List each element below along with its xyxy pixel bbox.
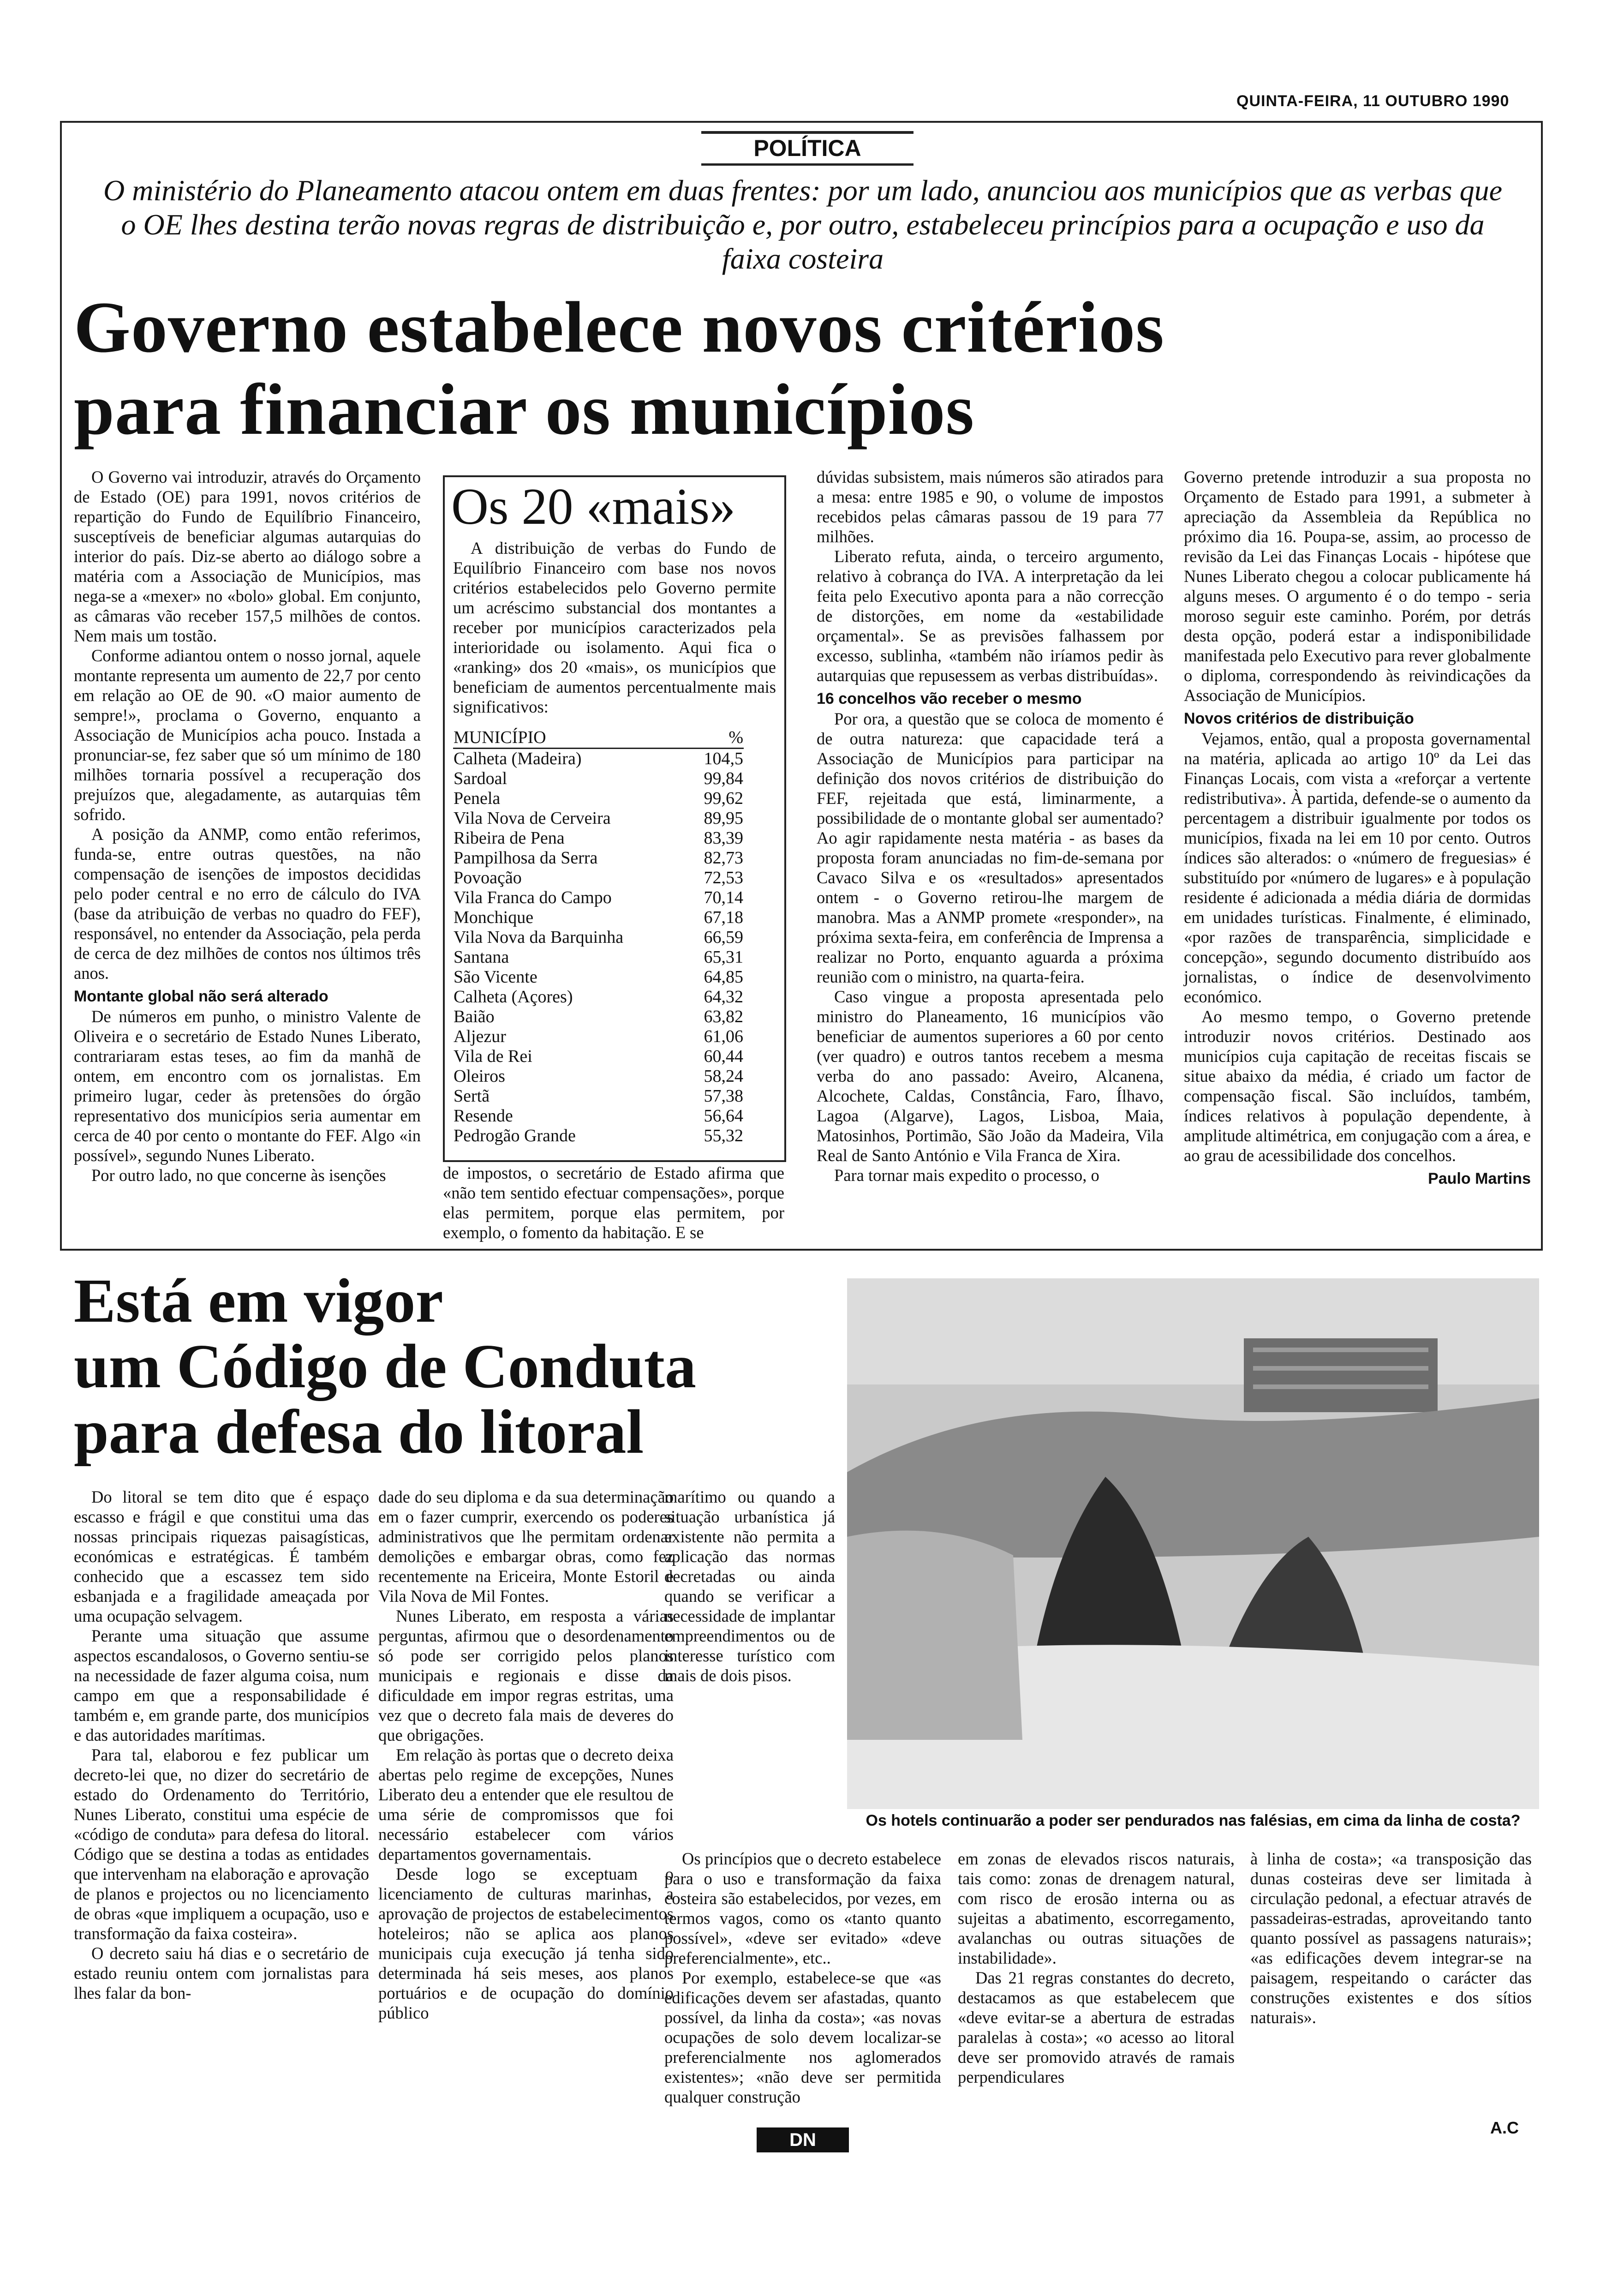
municipio-name: Vila de Rei bbox=[454, 1047, 532, 1066]
municipio-name: Aljezur bbox=[454, 1027, 506, 1046]
percent-column-header: % bbox=[688, 728, 744, 749]
paragraph: O Governo vai introduzir, através do Orçamento de Estado (OE) para 1991, novos critérios de repartição do Fundo de Equilíbrio Financeiro, susceptíveis de beneficiar algumas autarquias do interior do país. Diz-se aberto ao diálogo sobre a matéria com a Associação de Municípios, mas nega-se a «mexer» no «bolo» global. Em conjunto, as câmaras vão receber 157,5 milhões de contos. Nem mais um tostão. bbox=[74, 467, 421, 645]
ranking-row bbox=[453, 987, 744, 1007]
percent-value: 64,85 bbox=[704, 967, 743, 987]
article1-column-4 bbox=[1184, 467, 1531, 1189]
article1-signature: Paulo Martins bbox=[1428, 1170, 1531, 1187]
ranking-table bbox=[453, 728, 744, 1146]
municipio-name: Calheta (Açores) bbox=[454, 987, 573, 1007]
paragraph: dade do seu diploma e da sua determinação em o fazer cumprir, exercendo os poderes administrativos que lhe permitam ordenar demolições e embargar obras, como fez recentemente na Ericeira, Monte Estoril e Vila Nova de Mil Fontes. bbox=[378, 1487, 674, 1606]
municipio-name: Penela bbox=[454, 789, 501, 808]
publication-logo: DN bbox=[757, 2127, 849, 2152]
percent-value: 57,38 bbox=[704, 1086, 743, 1106]
percent-value: 104,5 bbox=[704, 749, 743, 768]
article2-column-3b bbox=[664, 1849, 941, 2107]
paragraph: em zonas de elevados riscos naturais, tais como: zonas de drenagem natural, com risco de erosão interna ou as sujeitas a abatimento, escorregamento, avalanchas ou outras situações de instabilidade». bbox=[958, 1849, 1235, 1967]
paragraph: Nunes Liberato, em resposta a várias perguntas, afirmou que o desordenamento só pode ser corrigido pelos planos municipais e regionais e disse da dificuldade em impor regras estritas, uma vez que o decreto fala mais de deveres do que obrigações. bbox=[378, 1606, 674, 1744]
ranking-box bbox=[443, 475, 786, 1162]
article2-column-2 bbox=[378, 1487, 674, 2023]
paragraph: Perante uma situação que assume aspectos escandalosos, o Governo sentiu-se na necessidade de fazer alguma coisa, num campo em que a responsabilidade é também e, em grande parte, dos municípios e das autoridades marítimas. bbox=[74, 1626, 369, 1744]
article2-headline-line3: para defesa do litoral bbox=[74, 1397, 644, 1467]
ranking-row bbox=[453, 828, 744, 848]
article2-signature: A.C bbox=[1490, 2118, 1519, 2137]
ranking-row bbox=[453, 947, 744, 967]
paragraph: Em relação às portas que o decreto deixa abertas pelo regime de excepções, Nunes Liberato deu a entender que ele resultou de uma série de compromissos que foi necessário estabelecer com vários departamentos governamentais. bbox=[378, 1745, 674, 1864]
paragraph: marítimo ou quando a situação urbanística já existente não permita a aplicação das normas decretadas ou ainda quando se verificar a necessidade de implantar empreendimentos ou de interesse turístico com mais de dois pisos. bbox=[664, 1487, 835, 1685]
ranking-row bbox=[453, 928, 744, 947]
paragraph: Por ora, a questão que se coloca de momento é de outra natureza: que capacidade terá a Associação de Municípios para participar na definição dos novos critérios de distribuição do FEF, rejeitada que está, liminarmente, a possibilidade de o montante global ser aumentado? Ao agir rapidamente nesta matéria - as bases da proposta foram anunciadas no fim-de-semana por Cavaco Silva e os «resultados» apresentados ontem - o Governo retirou-lhe margem de manobra. Mas a ANMP promete «responder», na próxima sexta-feira, em conferência de Imprensa a realizar no Porto, enquanto aguarda a próxima reunião com o ministro, na quarta-feira. bbox=[817, 709, 1164, 986]
percent-value: 99,62 bbox=[704, 789, 743, 808]
article1-column-1 bbox=[74, 467, 421, 1185]
paragraph: Vejamos, então, qual a proposta governamental na matéria, aplicada ao artigo 10º da Lei das Finanças Locais, com vista a «reforçar a vertente redistributiva». À partida, defende-se o aumento da percentagem a distribuir igualmente por todos os municípios, fixada na lei em 10 por cento. Outros índices são alterados: o «número de freguesias» é substituído por «número de lugares» e à população residente é adicionada a média diária de dormidas em unidades turísticas. Finalmente, é eliminado, «por razões de transparência, simplicidade e concepção», segundo documento distribuído aos jornalistas, o índice de desenvolvimento económico. bbox=[1184, 729, 1531, 1006]
article2-column-4 bbox=[958, 1849, 1235, 2087]
percent-value: 67,18 bbox=[704, 908, 743, 927]
paragraph: Para tal, elaborou e fez publicar um decreto-lei que, no dizer do secretário de estado do Ordenamento do Território, Nunes Liberato, constitui uma espécie de «código de conduta» para defesa do litoral. Código que se destina a todas as entidades que intervenham na elaboração e aprovação de planos e projectos ou no licenciamento de obras «que impliquem a ocupação, uso e transformação da faixa costeira». bbox=[74, 1745, 369, 1943]
paragraph: Do litoral se tem dito que é espaço escasso e frágil e que constitui uma das nossas principais riquezas paisagísticas, económicas e estratégicas. É também conhecido que a escassez tem sido esbanjada e a fragilidade ameaçada por uma ocupação selvagem. bbox=[74, 1487, 369, 1625]
ranking-box-intro bbox=[445, 534, 784, 717]
municipio-name: Sertã bbox=[454, 1086, 490, 1106]
municipio-name: Calheta (Madeira) bbox=[454, 749, 582, 768]
coastal-hotel-photo bbox=[847, 1278, 1539, 1809]
paragraph: Desde logo se exceptuam o licenciamento de culturas marinhas, a aprovação de projectos de estabelecimentos hoteleiros; não se aplica aos planos municipais cuja execução já tenha sido determinada há seis meses, aos planos portuários e de ocupação do domínio público bbox=[378, 1864, 674, 2022]
ranking-row bbox=[453, 1047, 744, 1067]
ranking-row bbox=[453, 1086, 744, 1106]
paragraph: A distribuição de verbas do Fundo de Equilíbrio Financeiro com base nos novos critérios estabelecidos pelo Governo permite um acréscimo substancial dos montantes a receber por municípios caracterizados pela interioridade ou isolamento. Aqui fica o «ranking» dos 20 «mais», os municípios que beneficiam de aumentos percentualmente mais significativos: bbox=[453, 539, 776, 716]
photo-caption: Os hotels continuarão a poder ser pendurados nas falésias, em cima da linha de costa? bbox=[866, 1812, 1521, 1829]
municipio-name: Oleiros bbox=[454, 1067, 505, 1086]
percent-value: 61,06 bbox=[704, 1027, 743, 1046]
paragraph: De números em punho, o ministro Valente de Oliveira e o secretário de Estado Nunes Liberato, contrariaram estas teses, ao fim da manhã de ontem, em encontro com os jornalistas. Em primeiro lugar, ceder às pretensões do órgão representativo dos municípios seria aumentar em cerca de 40 por cento o montante do FEF. Algo «in possível», segundo Nunes Liberato. bbox=[74, 1007, 421, 1165]
subheading: Novos critérios de distribuição bbox=[1184, 710, 1414, 727]
paragraph: de impostos, o secretário de Estado afirma que «não tem sentido efectuar compensações», porque elas permitem, porque elas permitem, por exemplo, o fomento da habitação. E se bbox=[443, 1163, 784, 1242]
ranking-row bbox=[453, 789, 744, 809]
municipio-name: Povoação bbox=[454, 868, 522, 887]
percent-value: 55,32 bbox=[704, 1126, 743, 1145]
paragraph: dúvidas subsistem, mais números são atirados para a mesa: entre 1985 e 90, o volume de impostos recebidos pelas câmaras passou de 19 para 77 milhões. bbox=[817, 467, 1164, 546]
section-rule-top bbox=[701, 131, 914, 134]
article2-headline-line2: um Código de Conduta bbox=[74, 1332, 696, 1401]
ranking-box-title: Os 20 «mais» bbox=[451, 478, 735, 535]
ranking-table-body bbox=[453, 749, 744, 1146]
paragraph: à linha de costa»; «a transposição das dunas costeiras deve ser limitada à circulação pedonal, a efectuar através de passadeiras-estradas, aproveitando tanto quanto possível as passagens naturais»; «as edificações devem integrar-se na paisagem, respeitando o carácter das construções existentes e dos sítios naturais». bbox=[1250, 1849, 1532, 2027]
ranking-row bbox=[453, 1067, 744, 1086]
municipio-name: Monchique bbox=[454, 908, 534, 927]
paragraph: Por exemplo, estabelece-se que «as edificações devem ser afastadas, quanto possível, da linha da costa»; «as novas ocupações de solo devem localizar-se preferencialmente nos aglomerados existentes»; «não deve ser permitida qualquer construção bbox=[664, 1968, 941, 2106]
municipio-name: Baião bbox=[454, 1007, 495, 1026]
section-label: POLÍTICA bbox=[753, 135, 861, 161]
paragraph: Ao mesmo tempo, o Governo pretende introduzir novos critérios. Destinado aos municípios cuja capitação de receitas fiscais se situe abaixo da média, é criado um factor de compensação fiscal. São incluídos, também, índices relativos à população dependente, à amplitude altimétrica, em conjugação com a área, e ao grau de acessibilidade dos concelhos. bbox=[1184, 1007, 1531, 1165]
ranking-row bbox=[453, 1106, 744, 1126]
paragraph: Conforme adiantou ontem o nosso jornal, aquele montante representa um aumento de 22,7 por cento em relação ao OE de 90. «O maior aumento de sempre!», proclama o Governo, enquanto a Associação de Municípios acha pouco. Instada a pronunciar-se, fez saber que só um mínimo de 180 milhões tornaria possível a recuperação dos prejuízos que, alegadamente, as autarquias têm sofrido. bbox=[74, 646, 421, 824]
photo-illustration bbox=[847, 1278, 1539, 1809]
subheading: Montante global não será alterado bbox=[74, 988, 328, 1005]
section-rule-bottom bbox=[701, 163, 914, 166]
article2-column-1 bbox=[74, 1487, 369, 2003]
ranking-row bbox=[453, 967, 744, 987]
percent-value: 65,31 bbox=[704, 947, 743, 967]
paragraph: Para tornar mais expedito o processo, o bbox=[834, 1166, 1099, 1185]
percent-value: 60,44 bbox=[704, 1047, 743, 1066]
article1-column-3 bbox=[817, 467, 1164, 1185]
percent-value: 82,73 bbox=[704, 848, 743, 868]
article2-column-3a bbox=[664, 1487, 835, 1685]
paragraph: Caso vingue a proposta apresentada pelo ministro do Planeamento, 16 municípios vão beneficiar de aumentos superiores a 60 por cento (ver quadro) e outros tantos recebem a mesma verba do ano passado: Aveiro, Alcanena, Alcochete, Caldas, Constância, Faro, Ílhavo, Lagoa (Algarve), Lagos, Lisboa, Maia, Matosinhos, Portimão, São João da Madeira, Vila Real de Santo António e Vila Franca de Xira. bbox=[817, 987, 1164, 1165]
percent-value: 56,64 bbox=[704, 1106, 743, 1126]
paragraph: Das 21 regras constantes do decreto, destacamos as que estabelecem que «deve evitar-se a abertura de estradas paralelas à costa»; «o acesso ao litoral deve ser promovido através de ramais perpendiculares bbox=[958, 1968, 1235, 2086]
percent-value: 63,82 bbox=[704, 1007, 743, 1026]
percent-value: 66,59 bbox=[704, 928, 743, 947]
subheading: 16 concelhos vão receber o mesmo bbox=[817, 690, 1082, 707]
paragraph: O decreto saiu há dias e o secretário de estado reuniu ontem com jornalistas para lhes falar da bon- bbox=[74, 1944, 369, 2002]
ranking-row bbox=[453, 749, 744, 769]
percent-value: 70,14 bbox=[704, 888, 743, 907]
paragraph: Liberato refuta, ainda, o terceiro argumento, relativo à cobrança do IVA. A interpretação da lei feita pelo Executivo aponta para a não correcção de distorções, em nome da «estabilidade orçamental». Se as previsões falhassem por excesso, sublinha, «também não iríamos pedir às autarquias que repusessem as verbas distribuídas». bbox=[817, 547, 1164, 685]
percent-value: 58,24 bbox=[704, 1067, 743, 1086]
municipio-name: São Vicente bbox=[454, 967, 537, 987]
ranking-row bbox=[453, 868, 744, 888]
municipio-name: Vila Nova de Cerveira bbox=[454, 809, 611, 828]
ranking-row bbox=[453, 1126, 744, 1146]
percent-value: 83,39 bbox=[704, 828, 743, 848]
percent-value: 99,84 bbox=[704, 769, 743, 788]
paragraph: Os princípios que o decreto estabelece para o uso e transformação da faixa costeira são estabelecidos, por vezes, em termos vagos, como os «tanto quanto possível», «deve ser evitado» «deve preferencialmente», etc.. bbox=[664, 1849, 941, 1967]
municipio-name: Pampilhosa da Serra bbox=[454, 848, 598, 868]
date-line: QUINTA-FEIRA, 11 OUTUBRO 1990 bbox=[1236, 92, 1510, 110]
ranking-header-row bbox=[453, 728, 744, 749]
percent-value: 72,53 bbox=[704, 868, 743, 887]
article1-kicker: O ministério do Planeamento atacou ontem em duas frentes: por um lado, anunciou aos municípios que as verbas que o OE lhes destina terão novas regras de distribuição e, por outro, estabeleceu princípios para a ocupação e uso da faixa costeira bbox=[103, 174, 1502, 275]
ranking-row bbox=[453, 809, 744, 828]
article2-headline-line1: Está em vigor bbox=[74, 1266, 443, 1336]
ranking-row bbox=[453, 908, 744, 928]
article1-headline-line2: para financiar os municípios bbox=[74, 369, 975, 450]
percent-value: 64,32 bbox=[704, 987, 743, 1007]
municipio-column-header: MUNICÍPIO bbox=[453, 728, 688, 749]
municipio-name: Vila Franca do Campo bbox=[454, 888, 612, 907]
article1-headline-line1: Governo estabelece novos critérios bbox=[74, 287, 1164, 368]
article2-column-5 bbox=[1250, 1849, 1532, 2027]
paragraph: Governo pretende introduzir a sua proposta no Orçamento de Estado para 1991, a submeter à apreciação da Assembleia da República no próximo dia 16. Poupa-se, assim, ao processo de revisão da Lei das Finanças Locais - hipótese que Nunes Liberato chegou a colocar publicamente há alguns meses. O argumento é o do tempo - seria moroso seguir este caminho. Porém, por detrás desta opção, poderá estar a indisponibilidade manifestada pelo Executivo para rever globalmente o diploma, correspondendo às reivindicações da Associação de Municípios. bbox=[1184, 467, 1531, 705]
municipio-name: Santana bbox=[454, 947, 509, 967]
paragraph: A posição da ANMP, como então referimos, funda-se, entre outras questões, na não compensação de isenções de impostos decididas pelo poder central e no erro de cálculo do IVA (base da atribuição de verbas no quadro do FEF), responsável, no entender da Associação, pela perda de cerca de dez milhões de contos nos últimos três anos. bbox=[74, 825, 421, 983]
ranking-row bbox=[453, 1027, 744, 1047]
municipio-name: Vila Nova da Barquinha bbox=[454, 928, 624, 947]
paragraph: Por outro lado, no que concerne às isenções bbox=[91, 1166, 386, 1185]
article1-column-2-tail bbox=[443, 1163, 784, 1242]
ranking-row bbox=[453, 769, 744, 789]
ranking-row bbox=[453, 888, 744, 908]
ranking-row bbox=[453, 1007, 744, 1027]
ranking-row bbox=[453, 848, 744, 868]
percent-value: 89,95 bbox=[704, 809, 743, 828]
municipio-name: Pedrogão Grande bbox=[454, 1126, 576, 1145]
municipio-name: Ribeira de Pena bbox=[454, 828, 565, 848]
municipio-name: Sardoal bbox=[454, 769, 508, 788]
municipio-name: Resende bbox=[454, 1106, 513, 1126]
